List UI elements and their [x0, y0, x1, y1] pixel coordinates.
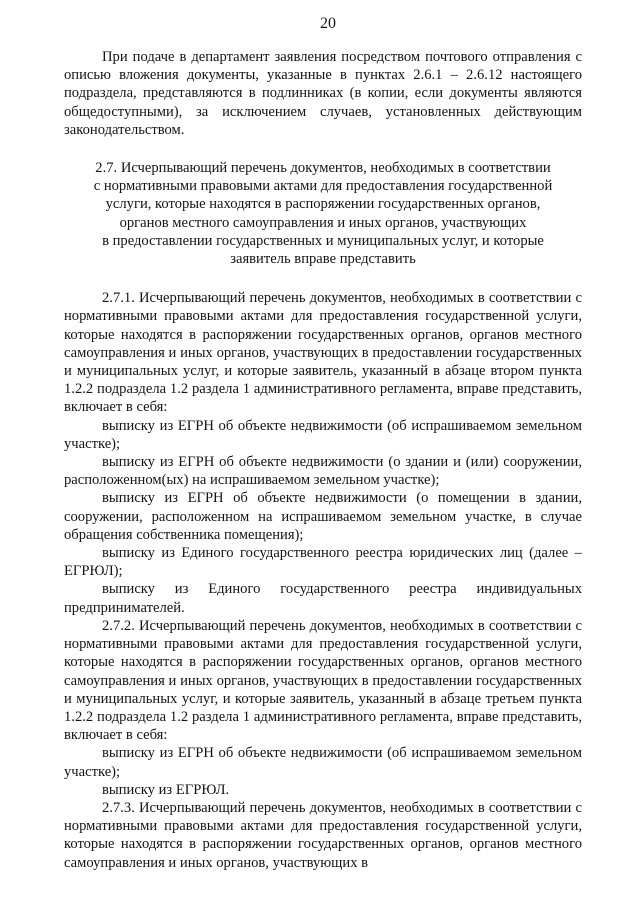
heading-line: заявитель вправе представить: [230, 251, 416, 268]
clause-2-7-3: 2.7.3. Исчерпывающий перечень документов, необходимых в соответствии с нормативными правовыми актами для предоставления государственной услуги, которые находятся в распоряжении государственных органов, органов местного самоуправления и иных органов, участвующих в: [64, 799, 582, 871]
section-heading: [64, 159, 582, 268]
page-number: 20: [320, 15, 336, 32]
list-item: выписку из ЕГРН об объекте недвижимости (об испрашиваемом земельном участке);: [64, 745, 582, 780]
heading-line: 2.7. Исчерпывающий перечень документов, необходимых в соответствии: [95, 160, 551, 177]
list-item: выписку из ЕГРЮЛ.: [102, 781, 230, 798]
list-item: выписку из ЕГРН об объекте недвижимости (о помещении в здании, сооружении, расположенном на испрашиваемом земельном участке, в случае обращения собственника помещения);: [64, 490, 582, 543]
heading-line: органов местного самоуправления и иных органов, участвующих: [119, 214, 527, 231]
list-item: выписку из Единого государственного реестра юридических лиц (далее – ЕГРЮЛ);: [64, 545, 582, 580]
body-text: [64, 289, 582, 872]
list-item: выписку из ЕГРН об объекте недвижимости (об испрашиваемом земельном участке);: [64, 417, 582, 452]
list-item: выписку из ЕГРН об объекте недвижимости (о здании и (или) сооружении, расположенном(ых) на испрашиваемом земельном участке);: [64, 454, 582, 489]
intro-paragraph: При подаче в департамент заявления посредством почтового отправления с описью вложения документы, указанные в пунктах 2.6.1 – 2.6.12 настоящего подраздела, представляются в подлинниках (в копии, если документы являются общедоступными), за исключением случаев, установленных действующим законодательством.: [64, 49, 582, 138]
heading-line: с нормативными правовыми актами для предоставления государственной: [93, 178, 553, 195]
list-item: выписку из Единого государственного реестра индивидуальных предпринимателей.: [64, 581, 582, 616]
clause-2-7-2: 2.7.2. Исчерпывающий перечень документов, необходимых в соответствии с нормативными правовыми актами для предоставления государственной услуги, которые находятся в распоряжении государственных органов, органов местного самоуправления и иных органов, участвующих в предоставлении государственных и муниципальных услуг, и которые заявитель, указанный в абзаце третьем пункта 1.2.2 подраздела 1.2 раздела 1 административного регламента, вправе представить, включает в себя:: [64, 617, 582, 744]
heading-line: в предоставлении государственных и муниципальных услуг, и которые: [102, 232, 544, 249]
heading-line: услуги, которые находятся в распоряжении государственных органов,: [105, 196, 541, 213]
clause-2-7-1: 2.7.1. Исчерпывающий перечень документов, необходимых в соответствии с нормативными правовыми актами для предоставления государственной услуги, которые находятся в распоряжении государственных органов, органов местного самоуправления и иных органов, участвующих в предоставлении государственных и муниципальных услуг, и которые заявитель, указанный в абзаце втором пункта 1.2.2 подраздела 1.2 раздела 1 административного регламента, вправе представить, включает в себя:: [64, 290, 582, 416]
